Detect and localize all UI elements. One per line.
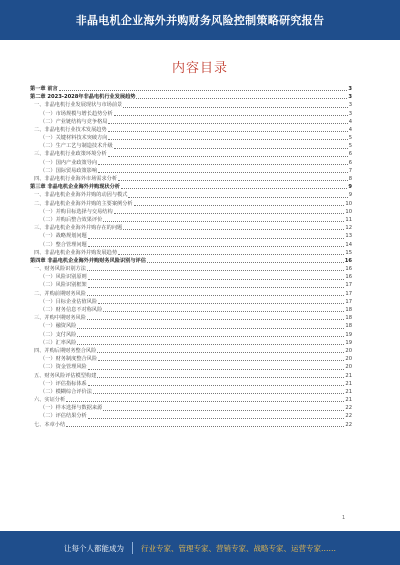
toc-entry-label: 四、非晶电机企业海外并购发展趋势 <box>34 249 118 256</box>
toc-entry-label: （一）并购目标选择与交易结构 <box>40 208 113 215</box>
toc-entry[interactable] <box>30 175 352 183</box>
toc-leader-dots <box>121 188 347 189</box>
toc-entry-page: 16 <box>345 266 352 273</box>
toc-leader-dots <box>87 319 345 320</box>
toc-leader-dots <box>88 279 345 280</box>
toc-entry[interactable] <box>30 413 352 421</box>
toc-entry-page: 22 <box>345 405 352 412</box>
toc-entry-page: 20 <box>345 347 352 354</box>
toc-entry[interactable] <box>30 110 352 118</box>
toc-entry-page: 20 <box>345 356 352 363</box>
toc-entry[interactable] <box>30 118 352 126</box>
toc-leader-dots <box>77 328 344 329</box>
toc-entry-page: 5 <box>348 143 352 150</box>
toc-entry[interactable] <box>30 167 352 175</box>
toc-entry-page: 19 <box>345 331 352 338</box>
toc-entry-label: （二）财务信息不对称风险 <box>40 307 103 314</box>
toc-entry-page: 20 <box>345 364 352 371</box>
footer-slogan: 让每个人都能成为 <box>64 543 124 553</box>
toc-entry-page: 21 <box>345 388 352 395</box>
header-banner <box>0 0 400 40</box>
toc-entry-page: 9 <box>348 184 352 191</box>
toc-leader-dots <box>118 180 348 181</box>
toc-entry[interactable] <box>30 404 352 412</box>
toc-leader-dots <box>103 221 344 222</box>
toc-entry-label: （二）产业链结构与竞争格局 <box>40 118 108 125</box>
toc-entry-label: （二）资金管理风险 <box>40 364 87 371</box>
toc-entry-label: 三、并购中期财务风险 <box>34 315 86 322</box>
toc-entry-label: （二）整合管理问题 <box>40 241 87 248</box>
toc-entry-page: 17 <box>345 290 352 297</box>
toc-leader-dots <box>108 131 348 132</box>
toc-entry-label: （一）目标企业估值风险 <box>40 298 98 305</box>
toc-entry-page: 18 <box>345 323 352 330</box>
toc-leader-dots <box>88 369 345 370</box>
toc-entry-page: 10 <box>345 208 352 215</box>
toc-leader-dots <box>134 205 345 206</box>
toc-leader-dots <box>123 107 347 108</box>
toc-leader-dots <box>59 90 348 91</box>
toc-leader-dots <box>114 115 348 116</box>
toc-entry[interactable] <box>30 208 352 216</box>
toc-leader-dots <box>118 254 344 255</box>
toc-entry-label: （一）评估指标体系 <box>40 380 87 387</box>
toc-entry-page: 9 <box>348 192 352 199</box>
toc-entry-label: 一、非晶电机企业海外并购的动因与模式 <box>34 192 128 199</box>
toc-entry[interactable] <box>30 224 352 232</box>
toc-leader-dots <box>114 213 345 214</box>
toc-entry-page: 8 <box>348 176 352 183</box>
toc-entry[interactable] <box>30 191 352 199</box>
toc-entry-page: 18 <box>345 315 352 322</box>
toc-leader-dots <box>114 148 348 149</box>
toc-entry-label: 六、实证分析 <box>34 397 66 404</box>
toc-entry-page: 16 <box>345 274 352 281</box>
toc-entry-page: 21 <box>345 397 352 404</box>
footer-tagline: 行业专家、管理专家、营销专家、战略专家、运营专家…… <box>141 543 336 553</box>
toc-entry[interactable] <box>30 339 352 347</box>
toc-leader-dots <box>93 393 345 394</box>
footer-divider <box>132 542 133 554</box>
toc-leader-dots <box>108 123 347 124</box>
toc-entry-page: 5 <box>348 135 352 142</box>
toc-leader-dots <box>108 156 348 157</box>
toc-leader-dots <box>97 377 344 378</box>
toc-entry-page: 11 <box>345 216 352 223</box>
table-of-contents <box>30 85 352 515</box>
toc-leader-dots <box>77 336 344 337</box>
toc-leader-dots <box>66 426 344 427</box>
toc-entry-page: 3 <box>348 102 352 109</box>
toc-entry-page: 21 <box>345 380 352 387</box>
toc-entry-label: 四、并购后期财务整合风险 <box>34 347 97 354</box>
toc-leader-dots <box>128 197 347 198</box>
toc-entry-label: 五、财务风险评估模型构建 <box>34 372 97 379</box>
toc-entry-page: 6 <box>348 159 352 166</box>
toc-entry-page: 15 <box>345 249 352 256</box>
toc-entry-page: 12 <box>345 225 352 232</box>
toc-entry-page: 18 <box>345 307 352 314</box>
toc-entry[interactable] <box>30 216 352 224</box>
toc-entry-page: 3 <box>348 85 352 92</box>
toc-leader-dots <box>98 172 348 173</box>
toc-leader-dots <box>108 139 347 140</box>
toc-entry[interactable] <box>30 151 352 159</box>
toc-entry-label: （一）财务制度整合风险 <box>40 356 98 363</box>
toc-entry[interactable] <box>30 298 352 306</box>
toc-entry[interactable] <box>30 159 352 167</box>
toc-leader-dots <box>98 360 344 361</box>
toc-entry-label: （二）模糊综合评价法 <box>40 388 92 395</box>
toc-entry-label: （二）国际贸易政策影响 <box>40 167 98 174</box>
toc-entry[interactable] <box>30 331 352 339</box>
toc-entry[interactable] <box>30 101 352 109</box>
toc-entry[interactable] <box>30 363 352 371</box>
toc-leader-dots <box>98 164 348 165</box>
toc-entry-label: （二）评估结果分析 <box>40 413 87 420</box>
toc-entry-label: 二、非晶电机企业海外并购的主要案例分析 <box>34 200 133 207</box>
toc-entry-page: 22 <box>345 413 352 420</box>
toc-entry[interactable] <box>30 322 352 330</box>
toc-entry[interactable] <box>30 241 352 249</box>
toc-entry-page: 16 <box>344 257 352 264</box>
toc-leader-dots <box>77 344 344 345</box>
toc-entry[interactable] <box>30 183 352 191</box>
toc-leader-dots <box>66 401 344 402</box>
toc-entry[interactable] <box>30 314 352 322</box>
toc-entry-page: 13 <box>345 233 352 240</box>
toc-entry[interactable] <box>30 306 352 314</box>
toc-entry-label: 第三章 非晶电机企业海外并购现状分析 <box>30 184 120 191</box>
toc-leader-dots <box>147 262 344 263</box>
toc-entry-label: （一）战略规划问题 <box>40 233 87 240</box>
toc-entry[interactable] <box>30 200 352 208</box>
toc-entry-page: 4 <box>348 126 352 133</box>
toc-leader-dots <box>88 418 345 419</box>
toc-entry[interactable] <box>30 372 352 380</box>
toc-entry-label: 一、非晶电机行业发展现状与市场前景 <box>34 102 123 109</box>
toc-entry-label: （一）关键材料技术突破方向 <box>40 135 108 142</box>
toc-entry[interactable] <box>30 142 352 150</box>
toc-entry[interactable] <box>30 265 352 273</box>
toc-entry-page: 10 <box>345 200 352 207</box>
toc-entry[interactable] <box>30 273 352 281</box>
toc-entry[interactable] <box>30 232 352 240</box>
toc-entry-page: 21 <box>345 372 352 379</box>
toc-leader-dots <box>97 352 344 353</box>
toc-entry[interactable] <box>30 290 352 298</box>
toc-entry[interactable] <box>30 282 352 290</box>
toc-entry-page: 6 <box>348 151 352 158</box>
toc-leader-dots <box>88 246 345 247</box>
toc-entry-label: 第二章 2023-2028年非晶电机行业发展趋势 <box>30 94 136 101</box>
toc-entry-label: （一）样本选择与数据来源 <box>40 405 103 412</box>
toc-leader-dots <box>98 303 344 304</box>
toc-entry-page: 3 <box>348 110 352 117</box>
toc-entry-label: （三）汇率风险 <box>40 339 77 346</box>
toc-entry[interactable] <box>30 126 352 134</box>
toc-entry-label: 三、非晶电机行业政策环境分析 <box>34 151 107 158</box>
page-number: 1 <box>342 515 346 521</box>
toc-entry[interactable] <box>30 355 352 363</box>
toc-entry-label: （一）融资风险 <box>40 323 77 330</box>
toc-entry-label: 七、本章小结 <box>34 421 66 428</box>
toc-entry-label: （二）并购后整合效果评价 <box>40 216 103 223</box>
toc-entry-page: 17 <box>345 282 352 289</box>
toc-leader-dots <box>87 270 345 271</box>
toc-leader-dots <box>103 410 344 411</box>
toc-entry[interactable] <box>30 257 352 265</box>
toc-entry-label: 一、财务风险识别方法 <box>34 266 86 273</box>
footer-banner <box>0 531 400 565</box>
toc-leader-dots <box>103 311 344 312</box>
toc-leader-dots <box>136 98 347 99</box>
toc-entry[interactable] <box>30 85 352 93</box>
toc-entry-label: （一）市场规模与增长趋势分析 <box>40 110 113 117</box>
toc-leader-dots <box>88 287 345 288</box>
toc-entry-page: 3 <box>348 94 352 101</box>
toc-entry-label: （一）国内产业政策导向 <box>40 159 98 166</box>
report-title: 非晶电机企业海外并购财务风险控制策略研究报告 <box>75 14 325 27</box>
toc-entry-page: 7 <box>348 167 352 174</box>
toc-entry-label: 四、非晶电机行业海外市场需求分析 <box>34 176 118 183</box>
toc-entry-page: 19 <box>345 339 352 346</box>
toc-entry-label: 第四章 非晶电机企业海外并购财务风险识别与评估 <box>30 257 146 264</box>
toc-entry-page: 4 <box>348 118 352 125</box>
toc-entry-label: （二）风险识别框架 <box>40 282 87 289</box>
toc-entry-label: （二）支付风险 <box>40 331 77 338</box>
toc-leader-dots <box>87 295 345 296</box>
toc-entry-label: （一）风险识别原则 <box>40 274 87 281</box>
toc-entry-page: 22 <box>345 421 352 428</box>
toc-entry[interactable] <box>30 249 352 257</box>
toc-entry-page: 17 <box>345 298 352 305</box>
toc-entry-label: 第一章 前言 <box>30 85 58 92</box>
toc-entry-label: 二、并购前期财务风险 <box>34 290 86 297</box>
toc-entry[interactable] <box>30 396 352 404</box>
toc-entry[interactable] <box>30 134 352 142</box>
toc-entry[interactable] <box>30 388 352 396</box>
toc-leader-dots <box>123 229 344 230</box>
toc-entry-label: 二、非晶电机行业技术发展趋势 <box>34 126 107 133</box>
toc-entry-label: 三、非晶电机企业海外并购存在的问题 <box>34 225 123 232</box>
toc-entry[interactable] <box>30 93 352 101</box>
toc-leader-dots <box>88 238 345 239</box>
toc-entry-page: 14 <box>345 241 352 248</box>
toc-leader-dots <box>88 385 345 386</box>
toc-entry[interactable] <box>30 347 352 355</box>
toc-entry[interactable] <box>30 421 352 429</box>
toc-entry[interactable] <box>30 380 352 388</box>
toc-heading: 内容目录 <box>171 61 228 76</box>
toc-entry-label: （二）生产工艺与制造技术升级 <box>40 143 113 150</box>
